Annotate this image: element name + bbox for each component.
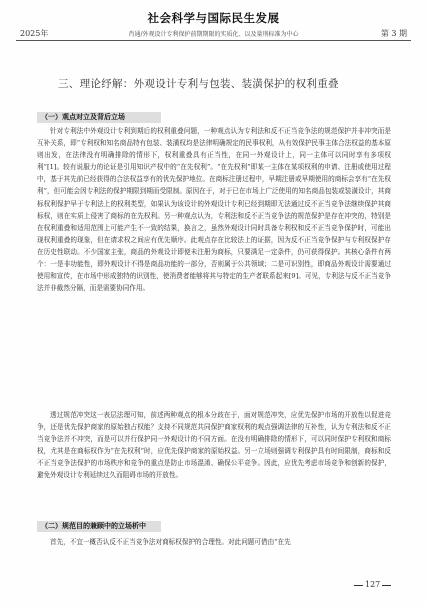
body-paragraph-2: 透过规范冲突这一表层法理可知，前述两种观点的根本分歧在于，面对规范冲突，应优先保护市场的开放性以促进竞争，还是优先保护商家的原始独占权能？支持不同规范共同保护商家权利的观点强调法律的互补性，认为专利法和反不正当竞争法并不冲突，而是可以并行保护同一外观设计的不同方面。在没有明确排除的情形下，可以同时保护专利权和商标权，尤其是在商标权作为“在先权利”时，应优先保护商家的原始权益。另一立场则强调专利保护具有时间限制，商标和反不正当竞争法保护的市场秩序和竞争的重点是防止市场混淆、确保公平竞争。因此，应优先考虑市场竞争和创新的保护，避免外观设计专利延续过久而阻碍市场的开放性。: [37, 411, 391, 480]
subsection-heading-1: （一）观点对立及背后立场: [37, 112, 161, 123]
body-paragraph-1: 针对专利法中外观设计专利到期后的权利重叠问题，一种观点认为专利法和反不正当竞争法的规范保护并非冲突而是互补关系，即“专利权和知名商品特有包装、装潢权均是法律明确规定的民事权利，从有效保护民事主体合法权益的基本原则出发，在法律没有明确排除的情形下，权利重叠具有正当性，在同一外观设计上，同一主体可以同时享有多项权利”[1]。较有说服力的论证是引用知识产权中的“在先权利”。“在先权利”即某一主体在某项权利的申请、注册或使用过程中，基于其先前已经获得的合法权益享有的优先保护地位。在商标注册过程中，早期注册或早期使用的商标会享有“在先权利”，但可能会因专利法的保护期限到期而受限制。原因在于，对于已在市场上广泛使用的知名商品包装或装潢设计，其商标权利保护早于专利法上的权利类型，如果认为该设计的外观设计专利已经到期即无法通过反不正当竞争法继续保护其商标权，则在实质上侵害了商标的在先权利。另一种观点认为，专利法和反不正当竞争法的规范保护是存在冲突的，特别是在权利重叠和适用范围上可能产生不一致的结果，换言之，虽然外观设计同时具备专利权和反不正当竞争保护时，可能出现权利重叠的现象，但在请求权之间应有优先顺序。此观点存在比较法上的证据，因为反不正当竞争保护与专利权保护存在历史性联动。不少国家主张，商品的外观设计即便未注册为商标，只要满足一定条件，仍可获得保护。其核心条件有两个：一是非功能性，即外观设计不得是商品功能的一部分，否则属于公共领域；二是可识别性，即商品外观设计需要通过使用和宣传，在市场中形成独特的识别性，使消费者能够将其与特定的生产者联系起来[9]。可见，专利法与反不正当竞争法并非截然分隔，而是需要协同作用。: [37, 127, 391, 293]
subsection-heading-2: （二）规范目的兼顾中的立场析中: [37, 521, 161, 532]
header-year: 2025年: [20, 29, 49, 38]
running-header: [16, 28, 411, 41]
page-number: [352, 580, 393, 589]
page-number-value: 127: [365, 580, 381, 589]
header-article-title: 肖通/外观设计专利保护前期期限的实质化、以及量刑标准为中心: [128, 31, 299, 38]
page-number-dash-right: [382, 585, 391, 586]
body-paragraph-3: 首先，不宜一概否认反不正当竞争法对商标权保护的合理性。对此问题可借由“在先: [50, 538, 291, 546]
page-number-dash-left: [354, 585, 363, 586]
header-issue: 第 3 期: [380, 29, 407, 38]
journal-title: 社会科学与国际民生发展: [147, 11, 280, 25]
section-title: 三、理论纾解：外观设计专利与包装、装潢保护的权利重叠: [58, 78, 339, 90]
